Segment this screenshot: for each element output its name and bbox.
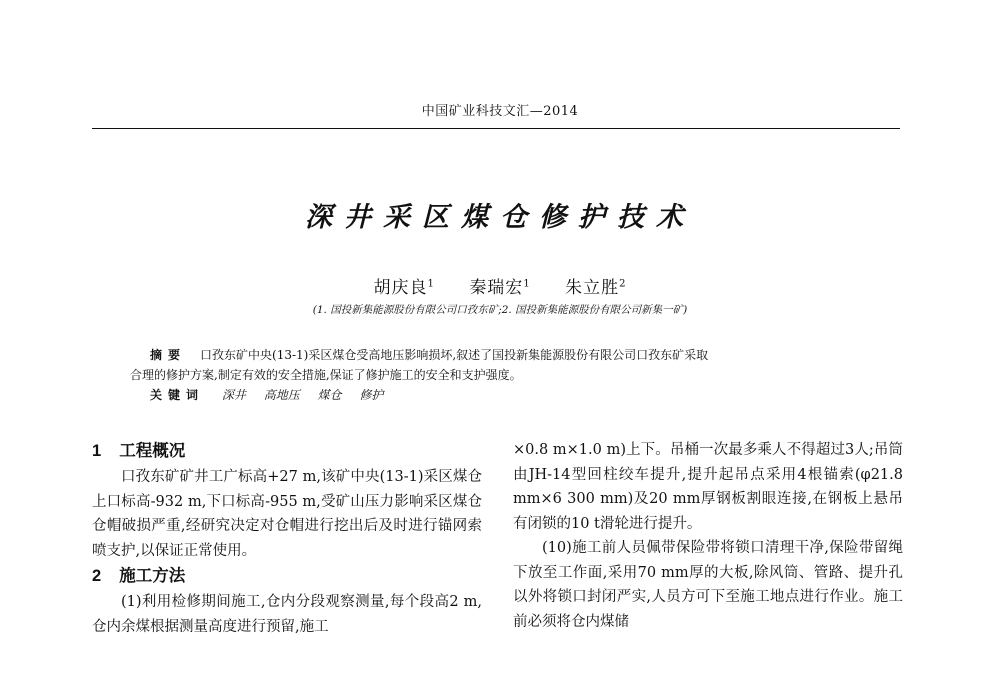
keywords-row xyxy=(150,385,910,405)
right-paragraph-2: (10)施工前人员佩带保险带将锁口清理干净,保险带留绳下放至工作面,采用70 mm厚的大板,除风筒、管路、提升孔以外将锁口封闭严实,人员方可下至施工地点进行作业。施工前必须将仓内煤储 xyxy=(513,540,903,630)
affiliations: (1. 国投新集能源股份有限公司口孜东矿;2. 国投新集能源股份有限公司新集一矿) xyxy=(312,304,688,316)
section-number: 2 xyxy=(92,567,102,585)
author-name: 胡庆良 xyxy=(373,278,428,298)
abstract-text-2: 合理的修护方案,制定有效的安全措施,保证了修护施工的安全和支护强度。 xyxy=(130,368,522,382)
author-list xyxy=(0,273,1000,298)
keywords-label: 关键词 xyxy=(150,388,205,402)
section-title: 工程概况 xyxy=(119,442,186,460)
author-2 xyxy=(469,278,530,298)
author-affiliation-mark: 2 xyxy=(619,278,627,290)
header-rule xyxy=(92,128,900,129)
author-3 xyxy=(565,278,626,298)
left-column xyxy=(92,438,482,639)
section-title: 施工方法 xyxy=(119,567,186,585)
keyword: 高地压 xyxy=(263,388,300,402)
author-affiliation-mark: 1 xyxy=(523,278,531,290)
keyword: 深井 xyxy=(221,388,246,402)
author-name: 朱立胜 xyxy=(565,278,620,298)
section-1-heading xyxy=(92,438,482,465)
section-number: 1 xyxy=(92,442,102,460)
running-header: 中国矿业科技文汇—2014 xyxy=(421,104,579,119)
author-name: 秦瑞宏 xyxy=(469,278,524,298)
abstract-label: 摘要 xyxy=(150,348,187,362)
abstract-block xyxy=(130,345,910,405)
section-1-paragraph: 口孜东矿矿井工广标高+27 m,该矿中央(13-1)采区煤仓上口标高-932 m,下口标高-955 m,受矿山压力影响采区煤仓仓帽破损严重,经研究决定对仓帽进行挖出后及时进行锚网索喷支护,以保证正常使用。 xyxy=(92,469,482,559)
right-column xyxy=(513,438,903,634)
keyword: 修护 xyxy=(359,388,384,402)
keyword: 煤仓 xyxy=(317,388,342,402)
abstract-line-1 xyxy=(150,345,910,365)
author-1 xyxy=(374,278,435,298)
abstract-text-1: 口孜东矿中央(13-1)采区煤仓受高地压影响损坏,叙述了国投新集能源股份有限公司口孜东矿采取 xyxy=(200,348,709,362)
paper-title: 深井采区煤仓修护技术 xyxy=(305,202,695,233)
right-paragraph-continued: ×0.8 m×1.0 m)上下。吊桶一次最多乘人不得超过3人;吊筒由JH-14型回柱绞车提升,提升起吊点采用4根锚索(φ21.8 mm×6 300 mm)及20 mm厚钢板割眼连接,在钢板上悬吊有闭锁的10 t滑轮进行提升。 xyxy=(513,442,903,532)
author-affiliation-mark: 1 xyxy=(427,278,435,290)
section-2-heading xyxy=(92,563,482,590)
section-2-paragraph: (1)利用检修期间施工,仓内分段观察测量,每个段高2 m,仓内余煤根据测量高度进行预留,施工 xyxy=(92,594,482,635)
